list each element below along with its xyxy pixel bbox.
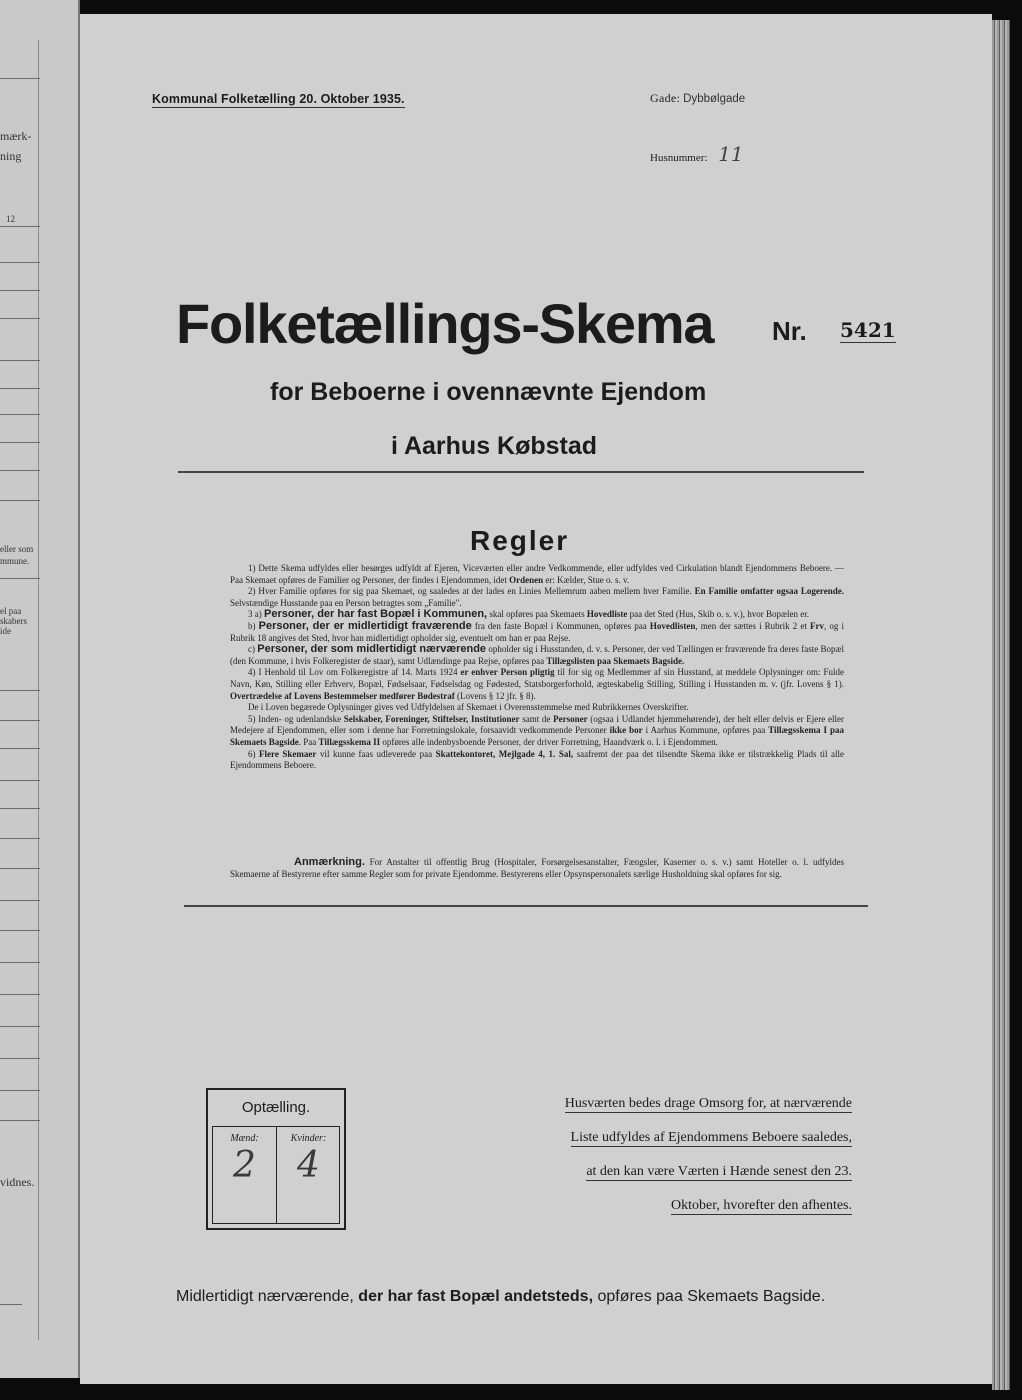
rules-heading: Regler <box>470 525 570 556</box>
left-page-rule <box>0 994 40 995</box>
left-page-fragment: vidnes. <box>0 1175 35 1189</box>
remark-text: For Anstalter til offentlig Brug (Hospitaler, Forsørgelsesanstalter, Fængsler, Kaserner o. s. v.) samt Hoteller o. l. udfyldes Skemaerne af Bestyrerne efter samme Regler som for private Ejendomme. Bestyrerens eller Opsynspersonalets særlige Husholdning skal opføres for sig. <box>230 857 844 879</box>
tally-title: Optælling. <box>241 1099 311 1116</box>
left-page-rule <box>0 838 40 839</box>
form-subtitle-city: i Aarhus Købstad <box>391 432 598 460</box>
left-page-rule <box>0 360 40 361</box>
form-title: Folketællings-Skema <box>176 292 714 355</box>
left-page-rule <box>0 78 40 79</box>
notice-line: Liste udfyldes af Ejendommens Beboere saaledes, <box>570 1130 852 1145</box>
street-label: Gade: <box>650 91 681 105</box>
left-page-fragment: 12 <box>6 214 15 224</box>
street-value: Dybbølgade <box>683 93 746 105</box>
left-page-rule <box>0 808 40 809</box>
landlord-notice <box>500 1094 852 1230</box>
notice-line: Husværten bedes drage Omsorg for, at nærværende <box>564 1096 852 1111</box>
left-page-rule <box>0 388 40 389</box>
tally-table <box>212 1126 340 1224</box>
left-page-rule <box>0 578 40 579</box>
rules-text <box>230 563 844 772</box>
left-page-rule <box>0 414 40 415</box>
left-facing-page <box>0 0 80 1378</box>
left-page-rule <box>0 470 40 471</box>
left-page-rule <box>0 720 40 721</box>
street-field <box>650 91 745 106</box>
remark-paragraph <box>230 857 844 880</box>
rule-5: 5) Inden- og udenlandske Selskaber, Foreninger, Stiftelser, Institutioner samt de Personer (ogsaa i Udlandet hjemmehørende), der helt eller delvis er Ejere eller Medejere af Ejendommen, eller som i denne har Forretningslokale, forsaavidt vedkommende Personer ikke bor i Aarhus Kommune, opføres paa Tillægsskema I paa Skemaets Bagside. Paa Tillægsskema II opføres alle indenbysboende Personer, der driver Forretning, Haandværk o. l. i Ejendommen. <box>230 713 844 747</box>
left-page-rule <box>0 1304 22 1305</box>
left-page-rule <box>0 1090 40 1091</box>
left-page-fragment: el paa <box>0 606 22 616</box>
men-count: 2 <box>233 1145 256 1186</box>
rule-3b: b) Personer, der er midlertidigt fraværende fra den faste Bopæl i Kommunen, opføres paa Hovedlisten, men der sættes i Rubrik 2 et Frv, og i Rubrik 18 angives det Sted, hvor han midlertidigt opholder sig, eventuelt om han er paa Rejse. <box>230 619 844 643</box>
men-label: Mænd: <box>230 1133 259 1144</box>
left-page-rule <box>0 226 40 227</box>
left-page-rule <box>0 868 40 869</box>
rule-3c: c) Personer, der som midlertidigt nærværende opholder sig i Husstanden, d. v. s. Personer, der ved Tællingen er fraværende fra deres faste Bopæl (den Kommune, i hvis Folkeregister de staar), samt Udlændinge paa Rejse, opføres paa Tillægslisten paa Skemaets Bagside. <box>230 643 844 666</box>
house-number-label: Husnummer: <box>650 152 708 164</box>
form-number-value: 5421 <box>840 318 896 342</box>
remark-label: Anmærkning. <box>294 856 365 868</box>
left-page-fragment: mmune. <box>0 556 30 566</box>
rule-6: 6) Flere Skemaer vil kunne faas udleverede paa Skattekontoret, Mejlgade 4, 1. Sal, saafremt der paa det tilsendte Skema ikke er tilstrækkelig Plads til alle Ejendommens Beboere. <box>230 748 845 771</box>
rule-3a: 3 a) Personer, der har fast Bopæl i Kommunen, skal opføres paa Skemaets Hovedliste paa det Sted (Hus, Skib o. s. v.), hvor Bopælen er. <box>248 608 809 621</box>
notice-line: Oktober, hvorefter den afhentes. <box>671 1198 852 1213</box>
left-page-rule <box>0 930 40 931</box>
left-page-rule <box>0 318 40 319</box>
section-divider <box>184 905 868 907</box>
left-page-fragment: skabers <box>0 616 27 626</box>
left-page-rule <box>0 1026 40 1027</box>
rule-4-note: De i Loven begærede Oplysninger gives ved Udfyldelsen af Skemaet i Overensstemmelse med Rubrikkernes Overskrifter. <box>248 702 689 713</box>
left-page-fragment: eller som <box>0 544 34 554</box>
form-subtitle: for Beboerne i ovennævnte Ejendom <box>270 378 707 406</box>
women-label: Kvinder: <box>290 1133 327 1144</box>
left-page-rule <box>0 748 40 749</box>
rule-1: 1) Dette Skema udfyldes eller besørges udfyldt af Ejeren, Viceværten eller andre Vedkommende, eller udfyldes ved Cirkulation blandt Ejendommens Beboere. — Paa Skemaet opføres de Familier og Personer, der findes i Ejendommen, idet Ordenen er: Kælder, Stue o. s. v. <box>230 563 844 585</box>
left-page-rule <box>0 962 40 963</box>
census-form-page <box>80 14 992 1384</box>
rule-4: 4) I Henhold til Lov om Folkeregistre af 14. Marts 1924 er enhver Person pligtig til for sig og Medlemmer af sin Husstand, at meddele Oplysninger om: Fulde Navn, Køn, Stilling eller Erhverv, Bopæl, Fødselsaar, Fødselsdag og Fødested, Statsborgerforhold, ægteskabelig Stilling, Stilling i Husstanden m. v. (jfr. Lovens § 1). Overtrædelse af Lovens Bestemmelser medfører Bødestraf (Lovens § 12 jfr. § 8). <box>230 667 844 701</box>
house-number-field <box>650 142 744 166</box>
left-page-rule <box>0 900 40 901</box>
left-page-rule <box>0 690 40 691</box>
left-page-fragment: ide <box>0 626 11 636</box>
left-page-rule <box>0 262 40 263</box>
rule-2: 2) Hver Familie opføres for sig paa Skemaet, og saaledes at der lades en Linies Mellemrum aaben mellem hver Familie. En Familie omfatter ogsaa Logerende. Selvstændige Husstande paa en Person betragtes som „Familie". <box>230 586 844 608</box>
left-page-rule <box>0 1058 40 1059</box>
left-page-fragment: mærk- <box>0 129 32 143</box>
left-page-rule <box>0 780 40 781</box>
left-page-rule <box>0 1120 40 1121</box>
section-divider <box>178 471 864 473</box>
notice-line: at den kan være Værten i Hænde senest den 23. <box>586 1164 852 1179</box>
left-page-rule <box>0 442 40 443</box>
footer-instruction: Midlertidigt nærværende, der har fast Bopæl andetsteds, opføres paa Skemaets Bagside. <box>176 1288 826 1305</box>
left-page-fragment: ning <box>0 149 22 163</box>
left-page-rule <box>0 500 40 501</box>
left-page-rule <box>0 290 40 291</box>
tally-box <box>206 1088 346 1230</box>
women-count: 4 <box>297 1145 320 1186</box>
house-number-value: 11 <box>718 142 744 166</box>
census-heading: Kommunal Folketælling 20. Oktober 1935. <box>152 92 405 106</box>
form-number-label: Nr. <box>772 316 807 346</box>
page-stack-edge <box>992 20 1010 1390</box>
